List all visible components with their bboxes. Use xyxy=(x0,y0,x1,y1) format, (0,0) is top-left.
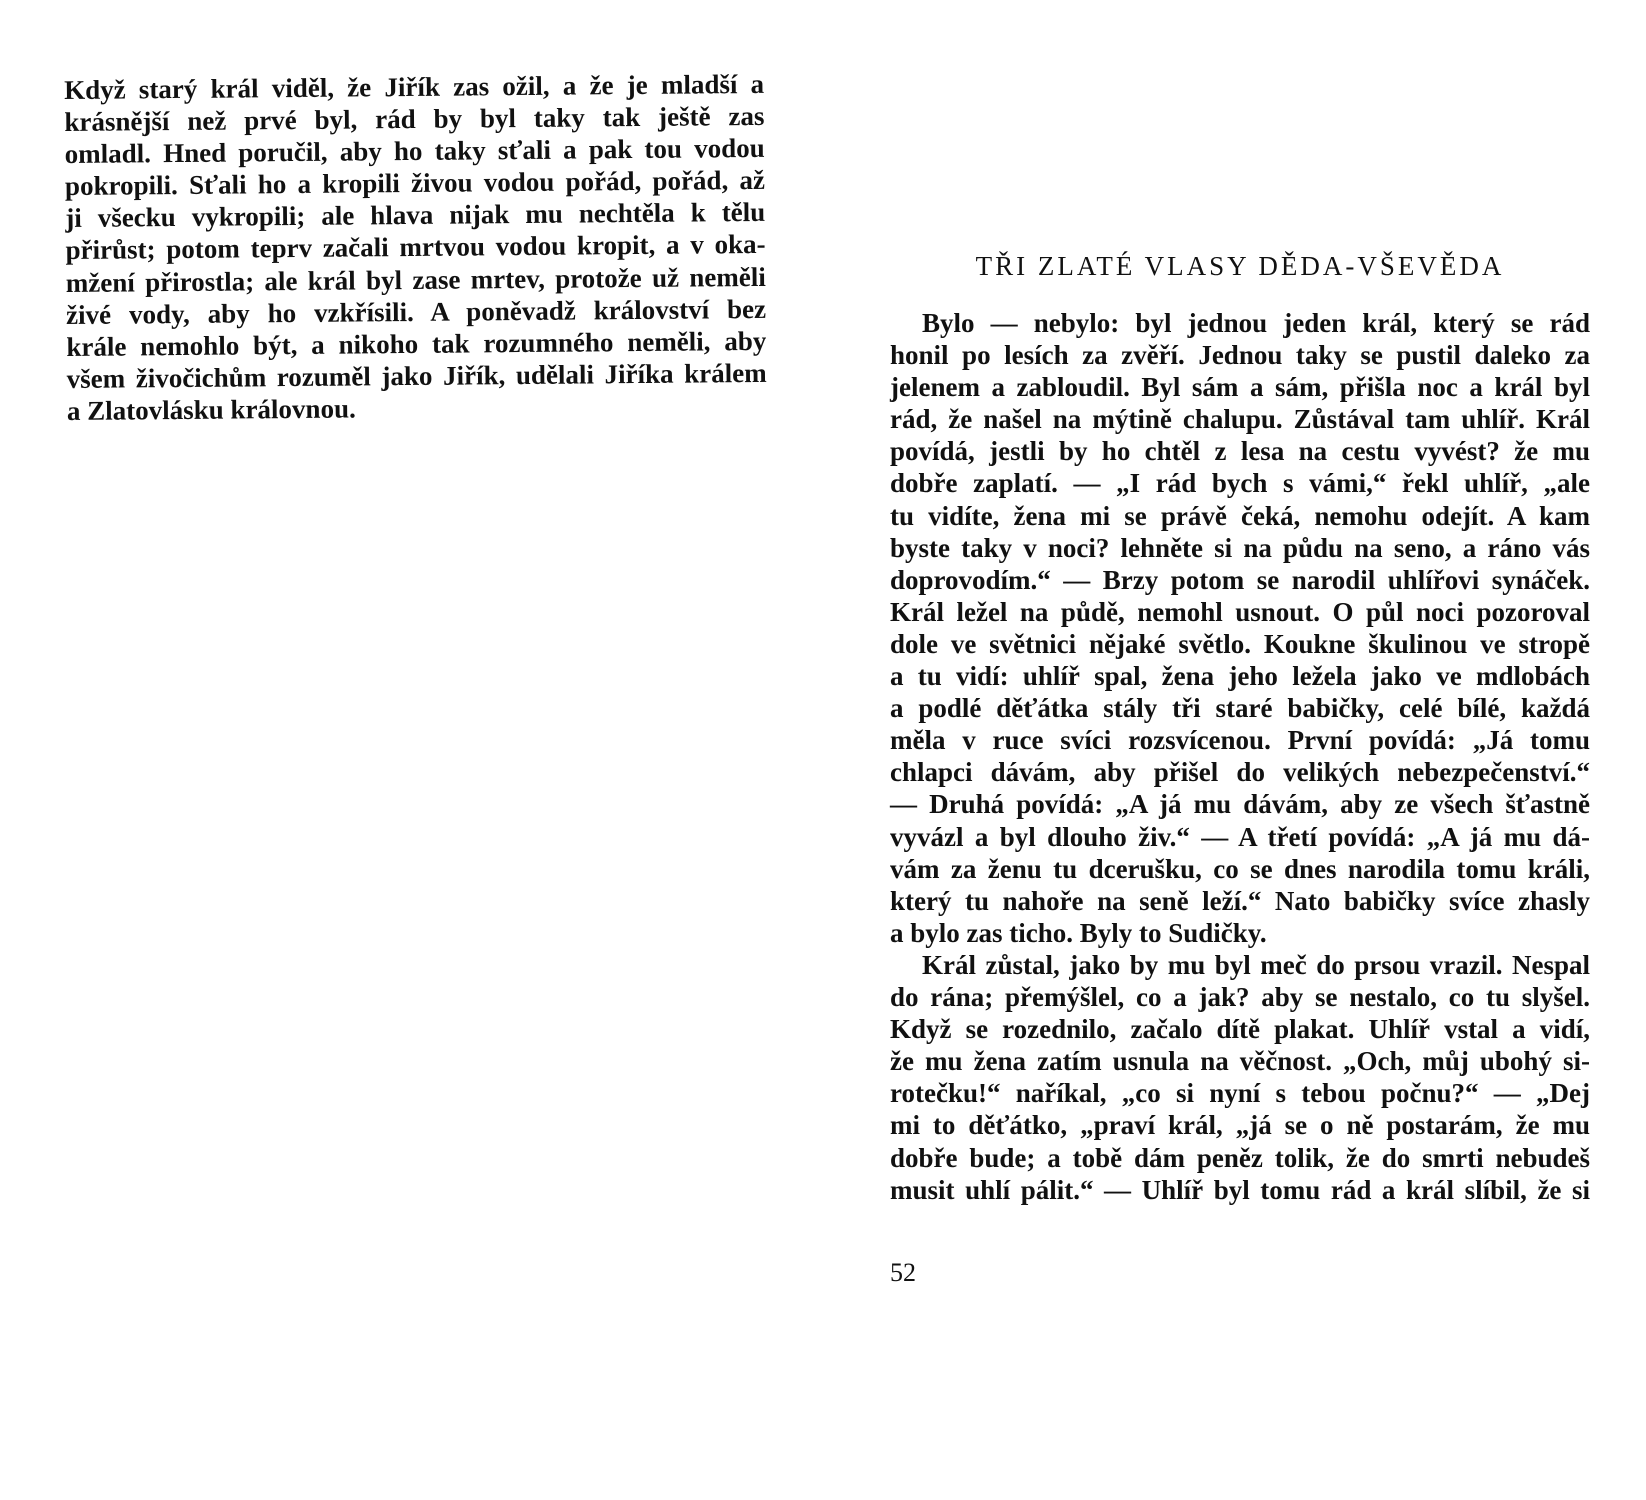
text-line: a Zlatovlásku královnou. xyxy=(66,393,356,426)
text-line: ji všecku vykropili; ale hlava nijak mu nechtěla k tělu xyxy=(65,197,766,234)
text-line: rád, že našel na mýtině chalupu. Zůstával tam uhlíř. Král xyxy=(890,404,1590,435)
text-line: a tu vidí: uhlíř spal, žena jeho ležela jako ve mdlobách xyxy=(890,661,1590,692)
text-line: Když se rozednilo, začalo dítě plakat. Uhlíř vstal a vidí, xyxy=(890,1014,1590,1045)
text-line: chlapci dávám, aby přišel do velikých nebezpečenství.“ xyxy=(890,757,1590,788)
text-line: který tu nahoře na seně leží.“ Nato babičky svíce zhasly xyxy=(890,885,1590,916)
left-page-text xyxy=(64,68,767,427)
text-line: tu vidíte, žena mi se právě čeká, nemohu odejít. A kam xyxy=(890,500,1590,531)
paragraph-2 xyxy=(890,949,1590,1206)
text-line: — Druhá povídá: „A já mu dávám, aby ze všech šťastně xyxy=(890,789,1590,820)
text-line: živé vody, aby ho vzkřísili. A poněvadž království bez xyxy=(65,293,767,330)
paragraph-1 xyxy=(890,307,1590,949)
text-line: musit uhlí pálit.“ — Uhlíř byl tomu rád a král slíbil, že si xyxy=(890,1174,1590,1205)
text-line: měla v ruce svíci rozsvícenou. První povídá: „Já tomu xyxy=(890,725,1590,756)
text-line: že mu žena zatím usnula na věčnost. „Och, můj ubohý si- xyxy=(890,1046,1590,1077)
text-line: přirůst; potom teprv začali mrtvou vodou kropit, a v oka- xyxy=(65,229,766,266)
text-line: doprovodím.“ — Brzy potom se narodil uhlířovi synáček. xyxy=(890,564,1590,595)
text-line: rotečku!“ naříkal, „co si nyní s tebou počnu?“ — „Dej xyxy=(890,1078,1590,1109)
text-line: povídá, jestli by ho chtěl z lesa na cestu vyvést? že mu xyxy=(890,436,1590,467)
text-line: Král zůstal, jako by mu byl meč do prsou vrazil. Nespal xyxy=(922,950,1590,980)
text-line: mžení přirostla; ale král byl zase mrtev, protože už neměli xyxy=(65,261,766,298)
text-line: vyvázl a byl dlouho živ.“ — A třetí povídá: „A já mu dá- xyxy=(890,821,1590,852)
text-line: jelenem a zabloudil. Byl sám a sám, přišla noc a král byl xyxy=(890,372,1590,403)
chapter-title: TŘI ZLATÉ VLASY DĚDA-VŠEVĚDA xyxy=(975,251,1505,281)
text-line: pokropili. Sťali ho a kropili živou vodou pořád, pořád, až xyxy=(64,165,766,202)
text-line: krásnější než prvé byl, rád by byl taky tak ještě zas xyxy=(64,100,765,138)
text-line: dole ve světnici nějaké světlo. Koukne škulinou ve stropě xyxy=(890,628,1590,659)
text-line: Když starý král viděl, že Jiřík zas ožil, a že je mladší a xyxy=(64,68,765,105)
text-line: dobře bude; a tobě dám peněz tolik, že do smrti nebudeš xyxy=(890,1142,1590,1173)
text-line: a podlé děťátka stály tři staré babičky, celé bílé, každá xyxy=(890,693,1590,724)
text-line: Král ležel na půdě, nemohl usnout. O půl noci pozoroval xyxy=(890,596,1590,627)
text-line: dobře zaplatí. — „I rád bych s vámi,“ řekl uhlíř, „ale xyxy=(890,468,1590,499)
text-line: honil po lesích za zvěří. Jednou taky se pustil daleko za xyxy=(890,340,1590,371)
text-line: Bylo — nebylo: byl jednou jeden král, který se rád xyxy=(922,308,1590,338)
text-line: do rána; přemýšlel, co a jak? aby se nestalo, co tu slyšel. xyxy=(890,982,1590,1013)
text-line: a bylo zas ticho. Byly to Sudičky. xyxy=(890,917,1267,948)
text-line: vám za ženu tu dcerušku, co se dnes narodila tomu králi, xyxy=(890,853,1590,884)
text-line: mi to děťátko, „praví král, „já se o ně postarám, že mu xyxy=(890,1110,1590,1141)
right-page xyxy=(823,0,1646,1500)
text-line: všem živočichům rozuměl jako Jiřík, udělali Jiříka králem xyxy=(66,357,767,394)
text-line: krále nemohlo být, a nikoho tak rozumného neměli, aby xyxy=(66,325,767,362)
text-line: omladl. Hned poručil, aby ho taky sťali a pak tou vodou xyxy=(64,133,765,170)
text-line: byste taky v noci? lehněte si na půdu na seno, a ráno vás xyxy=(890,532,1590,563)
page-number: 52 xyxy=(890,1258,916,1287)
